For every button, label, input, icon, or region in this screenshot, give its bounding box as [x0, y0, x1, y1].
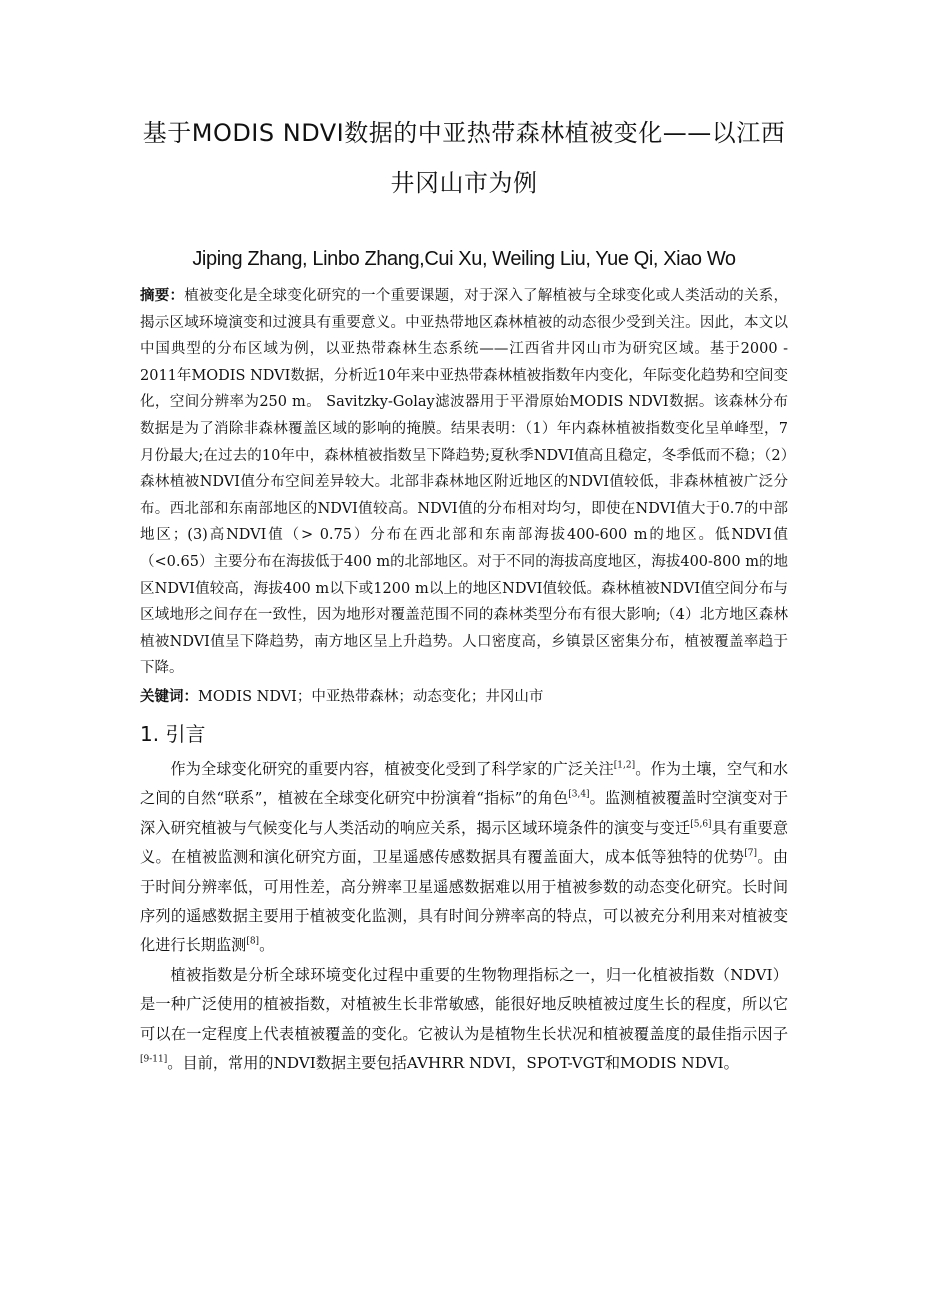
body-paragraph-1: [140, 755, 788, 961]
author-list: Jiping Zhang, Linbo Zhang,Cui Xu, Weiling Liu, Yue Qi, Xiao Wo: [192, 248, 736, 270]
abstract: [140, 283, 788, 682]
keywords: [140, 684, 788, 710]
citation: [8]: [246, 937, 260, 948]
title-line-1: 基于MODIS NDVI数据的中亚热带森林植被变化——以江西: [142, 119, 786, 147]
paragraph-text: 。由于时间分辨率低，可用性差，高分辨率卫星遥感数据难以用于植被参数的动态变化研究。长时间序列的遥感数据主要用于植被变化监测，具有时间分辨率高的特点，可以被充分利用来对植被变化进行长期监测: [140, 848, 789, 955]
citation: [5,6]: [690, 819, 712, 830]
paragraph-text: 具有重要意义。在植被监测和演化研究方面，卫星遥感传感数据具有覆盖面大，成本低等独特的优势: [140, 818, 789, 867]
section-heading: 1. 引言: [140, 721, 206, 746]
citation: [9-11]: [140, 1054, 168, 1065]
abstract-text: 植被变化是全球变化研究的一个重要课题，对于深入了解植被与全球变化或人类活动的关系，揭示区域环境演变和过渡具有重要意义。中亚热带地区森林植被的动态很少受到关注。因此，本文以中国典型的分布区域为例，以亚热带森林生态系统——江西省井冈山市为研究区域。基于2000 - 2011年MODIS NDVI数据，分析近10年来中亚热带森林植被指数年内变化，年际变化趋势和空间变化，空间分辨率为250 m。 Savitzky-Golay滤波器用于平滑原始MODIS NDVI数据。该森林分布数据是为了消除非森林覆盖区域的影响的掩膜。结果表明：（1）年内森林植被指数变化呈单峰型，7月份最大;在过去的10年中，森林植被指数呈下降趋势;夏秋季NDVI值高且稳定，冬季低而不稳；（2）森林植被NDVI值分布空间差异较大。北部非森林地区附近地区的NDVI值较低，非森林植被广泛分布。西北部和东南部地区的NDVI值较高。NDVI值的分布相对均匀，即使在NDVI值大于0.7的中部地区；(3)高NDVI值（> 0.75）分布在西北部和东南部海拔400-600 m的地区。低NDVI值（<0.65）主要分布在海拔低于400 m的北部地区。对于不同的海拔高度地区，海拔400-800 m的地区NDVI值较高，海拔400 m以下或1200 m以上的地区NDVI值较低。森林植被NDVI值空间分布与区域地形之间存在一致性，因为地形对覆盖范围不同的森林类型分布有很大影响;（4）北方地区森林植被NDVI值呈下降趋势，南方地区呈上升趋势。人口密度高，乡镇景区密集分布，植被覆盖率趋于下降。: [140, 288, 789, 677]
body-paragraph-2: [140, 961, 788, 1079]
paragraph-text: 。: [259, 936, 275, 955]
paragraph-text: 作为全球变化研究的重要内容，植被变化受到了科学家的广泛关注: [170, 759, 614, 778]
paragraph-text: 。目前，常用的NDVI数据主要包括AVHRR NDVI，SPOT-VGT和MODIS NDVI。: [167, 1053, 739, 1072]
citation: [3,4]: [568, 790, 590, 801]
citation: [7]: [744, 848, 758, 859]
keywords-label: 关键词：: [140, 688, 198, 705]
citation: [1,2]: [613, 760, 636, 771]
paper-title: [140, 108, 788, 208]
keywords-text: MODIS NDVI；中亚热带森林；动态变化；井冈山市: [198, 688, 544, 705]
abstract-label: 摘要：: [140, 288, 185, 304]
paragraph-text: 。监测植被覆盖时空演变对于深入研究植被与气候变化与人类活动的响应关系，揭示区域环境条件的演变与变迁: [140, 789, 789, 837]
paragraph-text: 。作为土壤，空气和水之间的自然“联系”，植被在全球变化研究中扮演着“指标”的角色: [140, 759, 789, 808]
paragraph-text: 植被指数是分析全球环境变化过程中重要的生物物理指标之一，归一化植被指数（NDVI）是一种广泛使用的植被指数，对植被生长非常敏感，能很好地反映植被过度生长的程度，所以它可以在一定程度上代表植被覆盖的变化。它被认为是植物生长状况和植被覆盖度的最佳指示因子: [140, 965, 788, 1043]
paper-page: [140, 108, 788, 1078]
title-line-2: 井冈山市为例: [390, 169, 538, 197]
